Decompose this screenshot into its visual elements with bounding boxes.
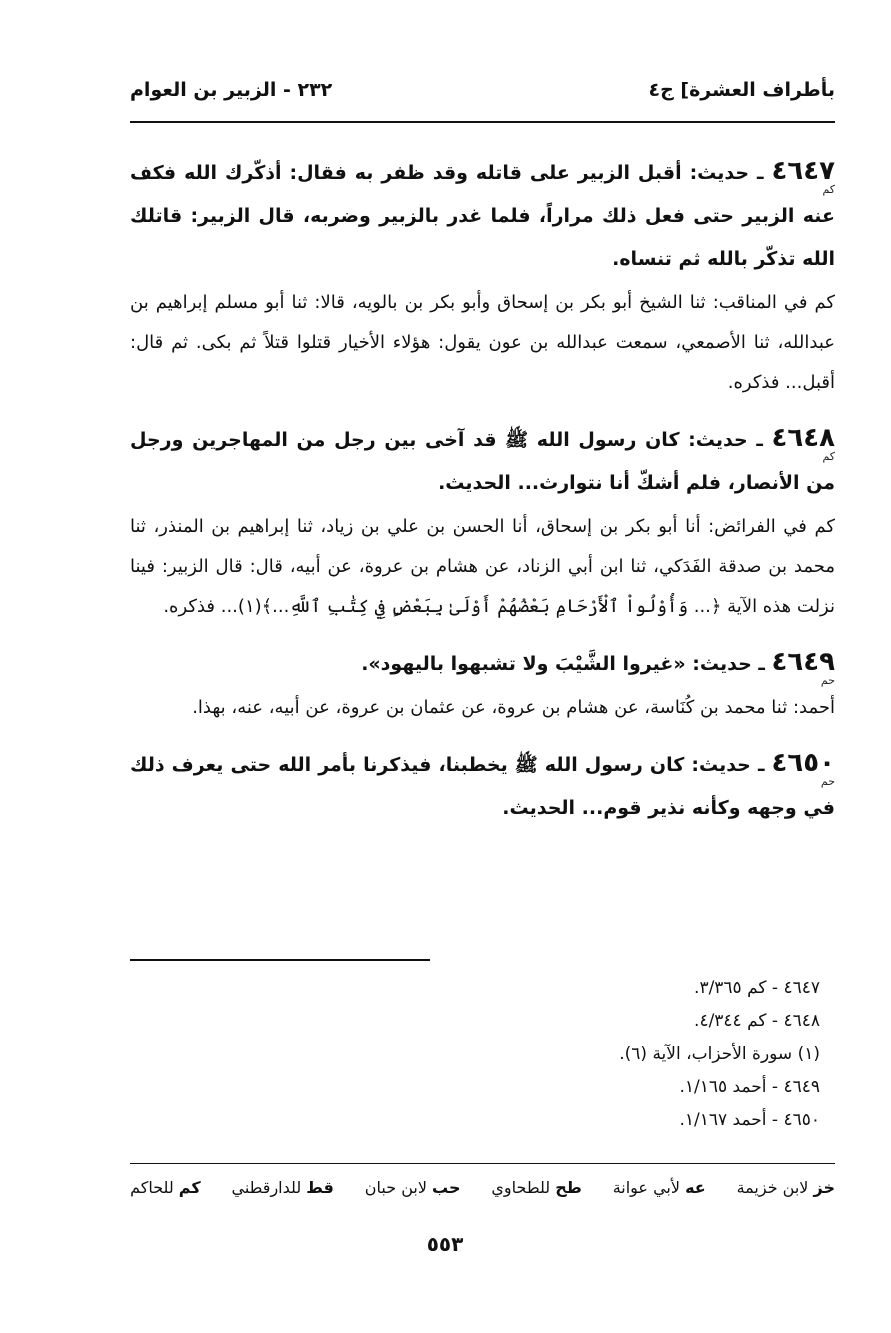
hadith-number: ٤٦٥٠ bbox=[771, 748, 835, 778]
footnotes bbox=[130, 972, 820, 1137]
hadith-heading bbox=[130, 742, 835, 830]
hadith-entry bbox=[130, 417, 835, 627]
hadith-number: ٤٦٤٩ bbox=[771, 647, 835, 677]
hadith-heading bbox=[130, 417, 835, 505]
isnad-after-verse: ...﴾(١)... فذكره. bbox=[163, 596, 290, 617]
page-number: ٥٥٣ bbox=[426, 1232, 464, 1256]
hadith-entry bbox=[130, 150, 835, 403]
abbreviation-item: كم للحاكم bbox=[130, 1178, 201, 1197]
abbreviation-item: خز لابن خزيمة bbox=[736, 1178, 835, 1197]
hadith-entry bbox=[130, 742, 835, 830]
footnote: (١) سورة الأحزاب، الآية (٦). bbox=[619, 1044, 820, 1064]
running-header bbox=[130, 70, 835, 110]
footnote: ٤٦٤٨ - كم ٤/٣٤٤. bbox=[694, 1011, 820, 1031]
page-body bbox=[130, 150, 835, 844]
source-symbol: كم bbox=[822, 183, 835, 196]
footnote: ٤٦٤٧ - كم ٣/٣٦٥. bbox=[694, 978, 820, 998]
isnad-before-verse: كم في الفرائض: أنا أبو بكر بن إسحاق، أنا الحسن بن علي بن زياد، ثنا إبراهيم بن المنذر، ثنا محمد بن صدقة الفَدَكي، ثنا ابن أبي الزناد، عن هشام بن عروة، عن أبيه، قال: قال الزبير: فينا نزلت هذه الآية ﴿... bbox=[130, 516, 835, 617]
hadith-heading bbox=[130, 641, 835, 686]
header-chapter-title: ٢٣٢ - الزبير بن العوام bbox=[130, 79, 333, 101]
abbreviation-item: طح للطحاوي bbox=[491, 1178, 582, 1197]
header-rule bbox=[130, 121, 835, 123]
hadith-heading bbox=[130, 150, 835, 281]
header-volume-title: بأطراف العشرة] ج٤ bbox=[648, 79, 835, 101]
footnote: ٤٦٤٩ - أحمد ١/١٦٥. bbox=[679, 1077, 820, 1097]
abbreviation-item: عه لأبي عوانة bbox=[612, 1178, 706, 1197]
hadith-text: ـ حديث: «غيروا الشَّيْبَ ولا تشبهوا باليهود». bbox=[361, 653, 772, 675]
hadith-text: ـ حديث: كان رسول الله ﷺ قد آخى بين رجل من المهاجرين ورجل من الأنصار، فلم أشكّ أنا نتوارث... الحديث. bbox=[130, 429, 835, 494]
hadith-entry bbox=[130, 641, 835, 728]
abbreviation-item: قط للدارقطني bbox=[231, 1178, 334, 1197]
hadith-text: ـ حديث: كان رسول الله ﷺ يخطبنا، فيذكرنا بأمر الله حتى يعرف ذلك في وجهه وكأنه نذير قوم... الحديث. bbox=[130, 754, 835, 819]
source-symbol: حم bbox=[820, 775, 835, 788]
footnote: ٤٦٥٠ - أحمد ١/١٦٧. bbox=[679, 1110, 820, 1130]
isnad-text: كم في المناقب: ثنا الشيخ أبو بكر بن إسحاق وأبو بكر بن بالويه، قالا: ثنا أبو مسلم إبراهيم بن عبدالله، ثنا الأصمعي، سمعت عبدالله بن عون يقول: هؤلاء الأخيار قتلوا قتلاً ثم بكى. ثم قال: أقبل... فذكره. bbox=[130, 292, 835, 393]
abbreviation-item: حب لابن حبان bbox=[364, 1178, 461, 1197]
source-symbol: حم bbox=[820, 674, 835, 687]
abbreviation-rule bbox=[130, 1163, 835, 1164]
hadith-text: ـ حديث: أقبل الزبير على قاتله وقد ظفر به فقال: أذكّرك الله فكف عنه الزبير حتى فعل ذلك مراراً، فلما غدر بالزبير وضربه، قال الزبير: قاتلك الله تذكّر بالله ثم تنساه. bbox=[130, 162, 835, 270]
abbreviation-key bbox=[130, 1178, 835, 1197]
hadith-number: ٤٦٤٨ bbox=[771, 423, 835, 453]
quran-verse: وَأُوْلُواْ ٱلْأَرْحَامِ بَعْضُهُمْ أَوْلَىٰ بِبَعْضٍ فِي كِتَٰبِ ٱللَّهِ bbox=[289, 596, 688, 617]
footnote-rule bbox=[130, 959, 430, 961]
isnad-text bbox=[130, 507, 835, 627]
source-symbol: كم bbox=[822, 450, 835, 463]
hadith-number: ٤٦٤٧ bbox=[771, 156, 835, 186]
isnad-text: أحمد: ثنا محمد بن كُنَاسة، عن هشام بن عروة، عن عثمان بن عروة، عن أبيه، عنه، بهذا. bbox=[192, 697, 835, 718]
